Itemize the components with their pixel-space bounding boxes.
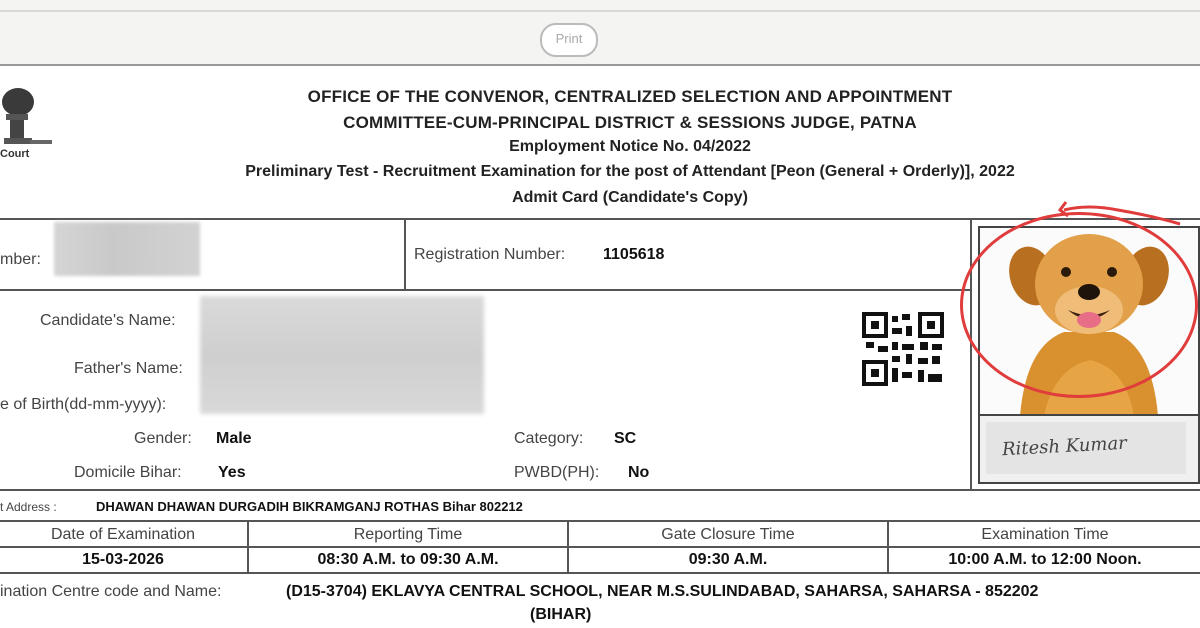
pwbd-label: PWBD(PH): xyxy=(514,464,600,481)
exam-centre-state: (BIHAR) xyxy=(530,606,592,623)
reporting-time-header: Reporting Time xyxy=(353,526,463,543)
roll-number-label: mber: xyxy=(0,251,41,268)
registration-number-label: Registration Number: xyxy=(414,246,566,263)
examination-time-header: Examination Time xyxy=(981,526,1109,543)
gate-closure-time-header: Gate Closure Time xyxy=(661,526,795,543)
redacted-personal-details xyxy=(200,296,484,414)
examination-time-value: 10:00 A.M. to 12:00 Noon. xyxy=(948,551,1142,568)
divider xyxy=(404,218,406,290)
admit-card-title: Admit Card (Candidate's Copy) xyxy=(512,189,748,206)
candidate-signature: Ritesh Kumar xyxy=(1001,432,1128,461)
office-title-line2: COMMITTEE-CUM-PRINCIPAL DISTRICT & SESSIONS JUDGE, PATNA xyxy=(343,113,917,132)
divider xyxy=(247,520,249,572)
exam-title: Preliminary Test - Recruitment Examination for the post of Attendant [Peon (General + Orderly)], 2022 xyxy=(245,163,1015,180)
category-value: SC xyxy=(614,430,637,447)
exam-centre-label: ination Centre code and Name: xyxy=(0,583,222,600)
divider xyxy=(0,572,1200,574)
divider xyxy=(0,546,1200,548)
emblem-caption: Court xyxy=(0,148,30,160)
father-name-label: Father's Name: xyxy=(74,360,183,377)
dob-label: e of Birth(dd-mm-yyyy): xyxy=(0,396,167,413)
office-title-line1: OFFICE OF THE CONVENOR, CENTRALIZED SELECTION AND APPOINTMENT xyxy=(307,87,953,106)
divider xyxy=(970,218,972,490)
reporting-time-value: 08:30 A.M. to 09:30 A.M. xyxy=(317,551,499,568)
print-button[interactable]: Print xyxy=(540,23,598,57)
address-value: DHAWAN DHAWAN DURGADIH BIKRAMGANJ ROTHAS Bihar 802212 xyxy=(96,499,523,514)
registration-number-value: 1105618 xyxy=(603,246,665,263)
divider xyxy=(0,520,1200,522)
gender-value: Male xyxy=(216,430,252,447)
red-annotation-arrow-icon xyxy=(1058,200,1188,232)
employment-notice: Employment Notice No. 04/2022 xyxy=(509,138,751,155)
domicile-label: Domicile Bihar: xyxy=(74,464,182,481)
pwbd-value: No xyxy=(628,464,650,481)
date-of-examination-header: Date of Examination xyxy=(50,526,196,543)
divider xyxy=(0,489,1200,491)
redacted-roll-number xyxy=(54,222,200,276)
candidate-name-label: Candidate's Name: xyxy=(40,312,176,329)
gender-label: Gender: xyxy=(134,430,192,447)
top-divider xyxy=(0,10,1200,12)
qr-code-icon xyxy=(862,312,944,386)
category-label: Category: xyxy=(514,430,584,447)
exam-centre-value: (D15-3704) EKLAVYA CENTRAL SCHOOL, NEAR M.S.SULINDABAD, SAHARSA, SAHARSA - 852202 xyxy=(286,583,1039,600)
red-annotation-circle xyxy=(960,212,1198,398)
divider xyxy=(567,520,569,572)
divider xyxy=(887,520,889,572)
sheet-top-border xyxy=(0,64,1200,66)
address-label: t Address : xyxy=(0,500,57,514)
signature-area xyxy=(986,422,1186,474)
candidate-signature-box xyxy=(978,414,1200,484)
divider xyxy=(0,218,1200,220)
domicile-value: Yes xyxy=(218,464,246,481)
date-of-examination-value: 15-03-2026 xyxy=(82,551,164,568)
gate-closure-time-value: 09:30 A.M. xyxy=(688,551,768,568)
divider xyxy=(0,289,972,291)
